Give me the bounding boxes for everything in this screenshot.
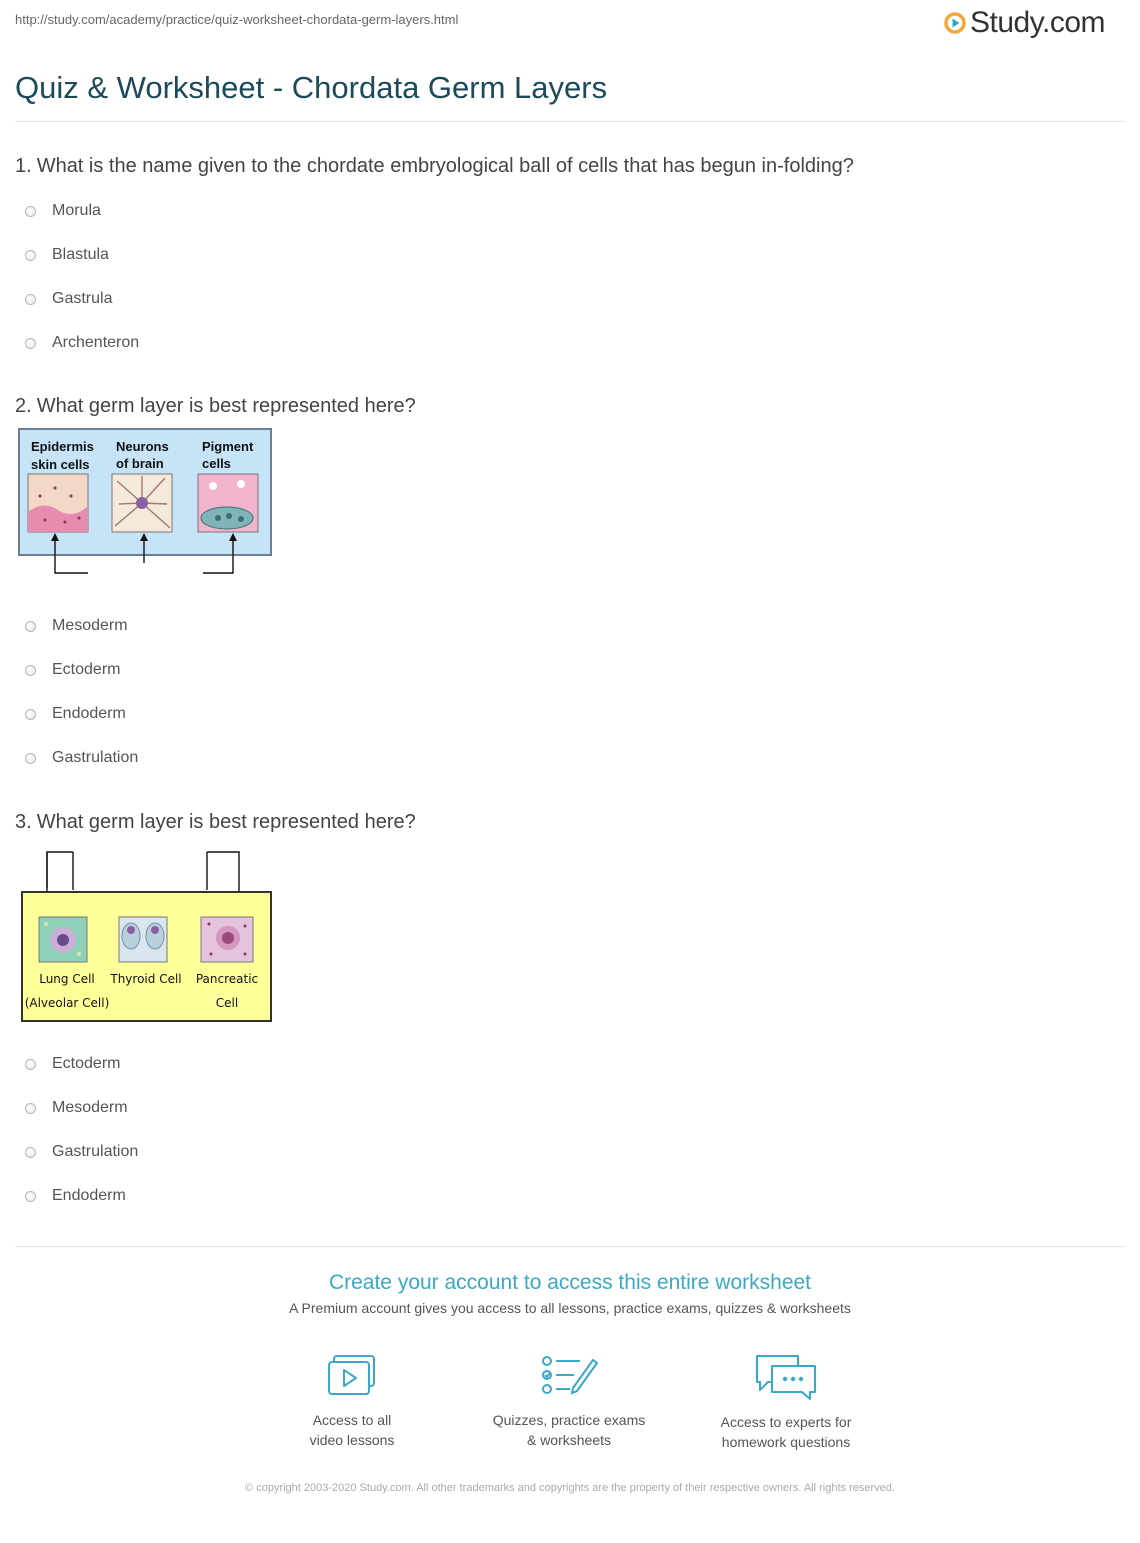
radio-button[interactable] (25, 1147, 36, 1158)
figure-label: of brain (116, 456, 164, 471)
endoderm-cells-figure (15, 840, 287, 1028)
cta-title[interactable]: Create your account to access this entire worksheet (328, 1271, 812, 1294)
answer-options (15, 1042, 1125, 1218)
option-label: Mesoderm (52, 1099, 128, 1116)
quiz-list-icon (540, 1354, 598, 1398)
option-label: Mesoderm (52, 617, 128, 634)
cta-divider (15, 1246, 1125, 1247)
video-lessons-icon (326, 1354, 378, 1398)
question-3 (15, 811, 1125, 834)
option-label: Endoderm (52, 705, 126, 722)
option-label: Gastrulation (52, 1143, 139, 1160)
question-2-options (15, 604, 1125, 780)
figure-label: (Alveolar Cell) (24, 996, 110, 1010)
question-prompt: What germ layer is best represented here? (36, 395, 416, 417)
question-text (15, 395, 1125, 418)
logo-play-icon (944, 12, 966, 34)
figure-label: Pancreatic (195, 972, 259, 986)
question-2 (15, 395, 1125, 418)
figure-label: Neurons (116, 439, 169, 454)
page-title: Quiz & Worksheet - Chordata Germ Layers (15, 70, 608, 105)
radio-button[interactable] (25, 665, 36, 676)
chat-experts-icon (754, 1354, 818, 1400)
radio-button[interactable] (25, 621, 36, 632)
option-label: Archenteron (52, 334, 140, 351)
feature-quizzes (459, 1354, 679, 1450)
answer-option[interactable] (15, 1174, 1125, 1218)
figure-label: Thyroid Cell (110, 972, 182, 986)
feature-label: Access to all video lessons (309, 1412, 395, 1448)
answer-options (15, 189, 1125, 365)
option-label: Blastula (52, 246, 109, 263)
answer-option[interactable] (15, 648, 1125, 692)
option-label: Ectoderm (52, 1055, 121, 1072)
radio-button[interactable] (25, 753, 36, 764)
neuron-cell-image (112, 474, 172, 532)
option-label: Gastrula (52, 290, 113, 307)
answer-option[interactable] (15, 604, 1125, 648)
radio-button[interactable] (25, 250, 36, 261)
figure-label: Lung Cell (39, 972, 95, 986)
logo-text: Study.com (970, 6, 1105, 39)
radio-button[interactable] (25, 709, 36, 720)
question-1 (15, 155, 1125, 365)
question-number: 1. (15, 155, 32, 177)
radio-button[interactable] (25, 294, 36, 305)
copyright: © copyright 2003-2020 Study.com. All other trademarks and copyrights are the property of their respective owners. All rights reserved. (245, 1482, 895, 1494)
figure-label: skin cells (31, 457, 90, 472)
answer-options (15, 604, 1125, 780)
study-logo[interactable] (944, 6, 1105, 40)
option-label: Ectoderm (52, 661, 121, 678)
figure-label: Epidermis (31, 439, 94, 454)
question-3-options (15, 1042, 1125, 1218)
question-text (15, 155, 1125, 178)
radio-button[interactable] (25, 1059, 36, 1070)
figure-label: Cell (215, 996, 239, 1010)
question-number: 2. (15, 395, 32, 417)
answer-option[interactable] (15, 1042, 1125, 1086)
feature-label: Quizzes, practice exams & worksheets (492, 1412, 646, 1448)
feature-experts (676, 1354, 896, 1452)
radio-button[interactable] (25, 338, 36, 349)
radio-button[interactable] (25, 1191, 36, 1202)
answer-option[interactable] (15, 189, 1125, 233)
answer-option[interactable] (15, 736, 1125, 780)
ectoderm-cells-figure (15, 426, 287, 596)
pancreatic-cell-image (201, 917, 253, 962)
answer-option[interactable] (15, 321, 1125, 365)
answer-option[interactable] (15, 1130, 1125, 1174)
figure-label: Pigment (202, 439, 254, 454)
question-number: 3. (15, 811, 32, 833)
question-prompt: What germ layer is best represented here? (36, 811, 416, 833)
answer-option[interactable] (15, 277, 1125, 321)
thyroid-cell-image (119, 917, 167, 962)
question-prompt: What is the name given to the chordate embryological ball of cells that has begun in-folding? (36, 155, 854, 177)
radio-button[interactable] (25, 206, 36, 217)
feature-label: Access to experts for homework questions (720, 1414, 852, 1450)
option-label: Endoderm (52, 1187, 126, 1204)
lung-cell-image (39, 917, 87, 962)
figure-label: cells (202, 456, 231, 471)
option-label: Morula (52, 202, 101, 219)
answer-option[interactable] (15, 1086, 1125, 1130)
question-text (15, 811, 1125, 834)
pigment-cell-image (198, 474, 258, 532)
answer-option[interactable] (15, 692, 1125, 736)
cta-subtitle: A Premium account gives you access to all lessons, practice exams, quizzes & worksheets (289, 1300, 851, 1316)
answer-option[interactable] (15, 233, 1125, 277)
radio-button[interactable] (25, 1103, 36, 1114)
option-label: Gastrulation (52, 749, 139, 766)
epidermis-cell-image (28, 474, 88, 532)
page-url: http://study.com/academy/practice/quiz-worksheet-chordata-germ-layers.html (15, 12, 459, 27)
feature-video-lessons (242, 1354, 462, 1450)
header-divider (15, 121, 1125, 122)
